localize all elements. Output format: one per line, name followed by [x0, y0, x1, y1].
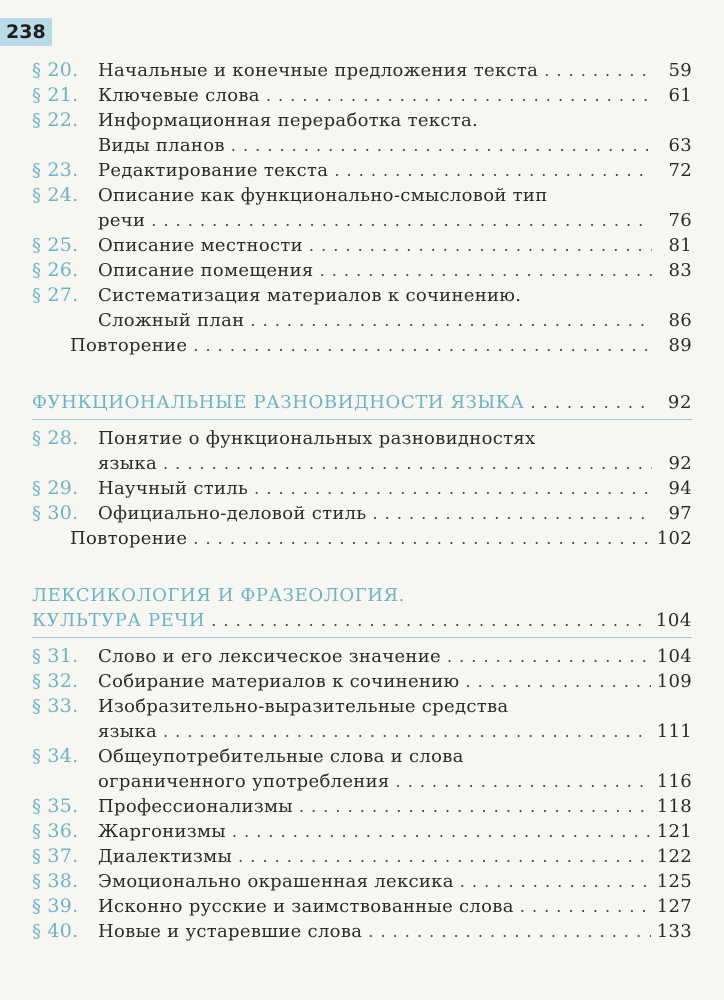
entry-title-line: Слово и его лексическое значение [98, 646, 441, 667]
entry-last-line [98, 233, 692, 258]
leader-dots [231, 133, 652, 158]
entry-last-line [98, 501, 692, 526]
entry-page-number: 104 [655, 610, 692, 631]
entry-title-line: языка [98, 721, 157, 742]
entry-title-line: Исконно русские и заимствованные слова [98, 896, 514, 917]
entry-title-line: ЛЕКСИКОЛОГИЯ И ФРАЗЕОЛОГИЯ. [32, 585, 405, 606]
entry-body [98, 108, 692, 158]
section-sign: § [32, 428, 48, 449]
entry-body [98, 794, 692, 819]
entry-page-number: 127 [656, 896, 692, 917]
entry-body [98, 744, 692, 794]
entry-title-line: Редактирование текста [98, 160, 329, 181]
section-num: 36. [47, 820, 79, 842]
leader-dots [368, 919, 650, 944]
entry-title-line: Описание как функционально-смысловой тип [98, 185, 548, 206]
entry-title-line: ФУНКЦИОНАЛЬНЫЕ РАЗНОВИДНОСТИ ЯЗЫКА [32, 392, 525, 413]
section-number [32, 794, 98, 819]
entry-last-line [98, 258, 692, 283]
leader-dots [163, 451, 652, 476]
section-number [32, 258, 98, 283]
section-sign: § [32, 503, 48, 524]
entry-page-number: 81 [668, 235, 692, 256]
section-num: 32. [47, 670, 79, 692]
toc-entry [32, 501, 692, 526]
entry-title-line: Информационная переработка текста. [98, 110, 479, 131]
section-number [32, 426, 98, 451]
section-number [32, 233, 98, 258]
entry-body [98, 919, 692, 944]
entry-last-line [98, 819, 692, 844]
entry-page-number: 72 [668, 160, 692, 181]
entry-last-line [98, 644, 692, 669]
section-num: 27. [47, 284, 79, 306]
section-number [32, 894, 98, 919]
entry-last-line [98, 919, 692, 944]
toc-entry [32, 476, 692, 501]
entry-body [98, 158, 692, 183]
page-number: 238 [0, 18, 52, 46]
section-sign: § [32, 110, 48, 131]
section-sign: § [32, 60, 48, 81]
toc-entry [32, 744, 692, 794]
leader-dots [193, 333, 652, 358]
section-number [32, 844, 98, 869]
toc-entry [32, 83, 692, 108]
entry-page-number: 63 [668, 135, 692, 156]
section-number [32, 108, 98, 133]
section-heading-functional-varieties [32, 390, 692, 415]
entry-page-number: 109 [656, 671, 692, 692]
section-sign: § [32, 796, 48, 817]
entry-page-number: 83 [668, 260, 692, 281]
entry-title-line: Сложный план [98, 310, 245, 331]
leader-dots [163, 719, 651, 744]
section-number [32, 819, 98, 844]
entry-body [98, 501, 692, 526]
entry-page-number: 92 [667, 392, 692, 413]
entry-last-line [98, 894, 692, 919]
section-sign: § [32, 871, 48, 892]
section-num: 40. [47, 920, 79, 942]
section-num: 26. [47, 259, 79, 281]
leader-dots [372, 501, 652, 526]
entry-title-line: Виды планов [98, 135, 225, 156]
section-sign: § [32, 846, 48, 867]
entry-body [98, 58, 692, 83]
section-num: 34. [47, 745, 79, 767]
leader-dots [544, 58, 652, 83]
leader-dots [531, 390, 652, 415]
section-number [32, 501, 98, 526]
leader-dots [396, 769, 651, 794]
entry-title-line: ограниченного употребления [98, 771, 390, 792]
leader-dots [238, 844, 651, 869]
section-sign: § [32, 235, 48, 256]
section-num: 31. [47, 645, 79, 667]
section-heading [32, 583, 692, 633]
entry-body [98, 819, 692, 844]
entry-title-line: Собирание материалов к сочинению [98, 671, 460, 692]
table-of-contents [32, 58, 692, 944]
leader-dots [232, 819, 651, 844]
entry-page-number: 121 [656, 821, 692, 842]
entry-page-number: 89 [668, 335, 692, 356]
section-sign: § [32, 646, 48, 667]
entry-title-line: языка [98, 453, 157, 474]
toc-entry [32, 158, 692, 183]
entry-page-number: 92 [668, 453, 692, 474]
entry-body [32, 583, 692, 633]
toc-entry [32, 183, 692, 233]
toc-entry [32, 258, 692, 283]
entry-title-line: Начальные и конечные предложения текста [98, 60, 539, 81]
entry-page-number: 116 [656, 771, 692, 792]
entry-last-line [32, 390, 692, 415]
entry-page-number: 94 [668, 478, 692, 499]
entry-body [98, 283, 692, 333]
leader-dots [320, 258, 652, 283]
section-num: 21. [47, 84, 79, 106]
section-num: 39. [47, 895, 79, 917]
section-number [32, 183, 98, 208]
leader-dots [460, 869, 651, 894]
section-num: 23. [47, 159, 79, 181]
section-sign: § [32, 696, 48, 717]
leader-dots [193, 526, 650, 551]
entry-title-line: КУЛЬТУРА РЕЧИ [32, 610, 206, 631]
toc-entry [32, 694, 692, 744]
toc-entry [32, 644, 692, 669]
entry-last-line [98, 719, 692, 744]
entry-last-line [98, 476, 692, 501]
section-number [32, 644, 98, 669]
section-sign: § [32, 185, 48, 206]
section-sign: § [32, 478, 48, 499]
section-divider [32, 637, 692, 638]
entry-title-line: Профессионализмы [98, 796, 293, 817]
section-num: 35. [47, 795, 79, 817]
section-heading [32, 390, 692, 415]
section-number [32, 919, 98, 944]
entry-body [98, 694, 692, 744]
leader-dots [334, 158, 652, 183]
section-number [32, 158, 98, 183]
toc-entry [32, 108, 692, 158]
leader-dots [211, 608, 650, 633]
toc-entry [32, 844, 692, 869]
section-number [32, 476, 98, 501]
section-number [32, 669, 98, 694]
entry-title-line: Понятие о функциональных разновидностях [98, 428, 536, 449]
section-sign: § [32, 85, 48, 106]
section-sign: § [32, 260, 48, 281]
entry-last-line [98, 158, 692, 183]
entry-last-line [70, 333, 692, 358]
entry-last-line [98, 451, 692, 476]
section-sign: § [32, 671, 48, 692]
entry-body [32, 390, 692, 415]
entry-page-number: 122 [656, 846, 692, 867]
section-sign: § [32, 921, 48, 942]
entry-body [98, 83, 692, 108]
entry-page-number: 102 [656, 528, 692, 549]
section-num: 30. [47, 502, 79, 524]
section-num: 33. [47, 695, 79, 717]
entry-page-number: 104 [656, 646, 692, 667]
leader-dots [266, 83, 652, 108]
toc-block-1 [32, 58, 692, 333]
entry-title-line: Ключевые слова [98, 85, 260, 106]
section-num: 22. [47, 109, 79, 131]
entry-last-line [98, 844, 692, 869]
entry-body [70, 333, 692, 358]
entry-last-line [98, 133, 692, 158]
toc-entry [32, 819, 692, 844]
entry-body [98, 894, 692, 919]
entry-title-line: Новые и устаревшие слова [98, 921, 363, 942]
section-num: 38. [47, 870, 79, 892]
toc-entry [32, 283, 692, 333]
entry-body [98, 844, 692, 869]
toc-block-2 [32, 426, 692, 526]
entry-last-line [98, 208, 692, 233]
section-number [32, 283, 98, 308]
section-sign: § [32, 746, 48, 767]
section-number [32, 744, 98, 769]
entry-last-line [70, 526, 692, 551]
leader-dots [151, 208, 652, 233]
leader-dots [254, 476, 652, 501]
toc-entry-review [32, 526, 692, 551]
leader-dots [520, 894, 651, 919]
section-number [32, 694, 98, 719]
toc-entry [32, 233, 692, 258]
toc-entry-review [32, 333, 692, 358]
section-num: 25. [47, 234, 79, 256]
entry-title-line: Описание местности [98, 235, 303, 256]
section-divider [32, 419, 692, 420]
entry-title-line: Официально-деловой стиль [98, 503, 367, 524]
entry-last-line [98, 669, 692, 694]
toc-entry [32, 794, 692, 819]
section-num: 29. [47, 477, 79, 499]
entry-body [98, 233, 692, 258]
entry-page-number: 59 [668, 60, 692, 81]
entry-title-line: Описание помещения [98, 260, 314, 281]
entry-page-number: 86 [668, 310, 692, 331]
toc-review-1 [32, 333, 692, 358]
section-sign: § [32, 821, 48, 842]
entry-title-line: Жаргонизмы [98, 821, 226, 842]
section-sign: § [32, 285, 48, 306]
toc-entry [32, 58, 692, 83]
entry-title-line: Общеупотребительные слова и слова [98, 746, 464, 767]
toc-block-3 [32, 644, 692, 944]
toc-entry [32, 894, 692, 919]
entry-body [98, 258, 692, 283]
leader-dots [299, 794, 651, 819]
entry-last-line [98, 58, 692, 83]
entry-page-number: 61 [668, 85, 692, 106]
entry-title-line: Повторение [70, 528, 188, 549]
entry-title-line: Эмоционально окрашенная лексика [98, 871, 454, 892]
entry-body [98, 183, 692, 233]
entry-body [98, 476, 692, 501]
toc-review-2 [32, 526, 692, 551]
entry-title-line: Изобразительно-выразительные средства [98, 696, 509, 717]
toc-entry [32, 919, 692, 944]
entry-body [70, 526, 692, 551]
entry-title-line: Диалектизмы [98, 846, 233, 867]
entry-page-number: 118 [656, 796, 692, 817]
section-number [32, 869, 98, 894]
entry-body [98, 669, 692, 694]
entry-last-line [98, 83, 692, 108]
entry-last-line [98, 794, 692, 819]
entry-page-number: 133 [656, 921, 692, 942]
entry-page-number: 125 [656, 871, 692, 892]
section-num: 24. [47, 184, 79, 206]
section-num: 37. [47, 845, 79, 867]
entry-page-number: 111 [656, 721, 692, 742]
entry-body [98, 644, 692, 669]
entry-page-number: 76 [668, 210, 692, 231]
entry-title-line: речи [98, 210, 146, 231]
entry-title-line: Научный стиль [98, 478, 249, 499]
toc-entry [32, 426, 692, 476]
leader-dots [309, 233, 652, 258]
leader-dots [447, 644, 651, 669]
entry-title-line: Систематизация материалов к сочинению. [98, 285, 522, 306]
entry-last-line [98, 308, 692, 333]
entry-page-number: 97 [668, 503, 692, 524]
entry-body [98, 869, 692, 894]
section-number [32, 83, 98, 108]
section-sign: § [32, 160, 48, 181]
section-sign: § [32, 896, 48, 917]
entry-last-line [98, 769, 692, 794]
entry-last-line [32, 608, 692, 633]
leader-dots [466, 669, 651, 694]
toc-entry [32, 669, 692, 694]
leader-dots [250, 308, 652, 333]
toc-entry [32, 869, 692, 894]
entry-title-line: Повторение [70, 335, 188, 356]
entry-last-line [98, 869, 692, 894]
section-num: 20. [47, 59, 79, 81]
section-number [32, 58, 98, 83]
entry-body [98, 426, 692, 476]
section-heading-lexicology [32, 583, 692, 633]
section-num: 28. [47, 427, 79, 449]
